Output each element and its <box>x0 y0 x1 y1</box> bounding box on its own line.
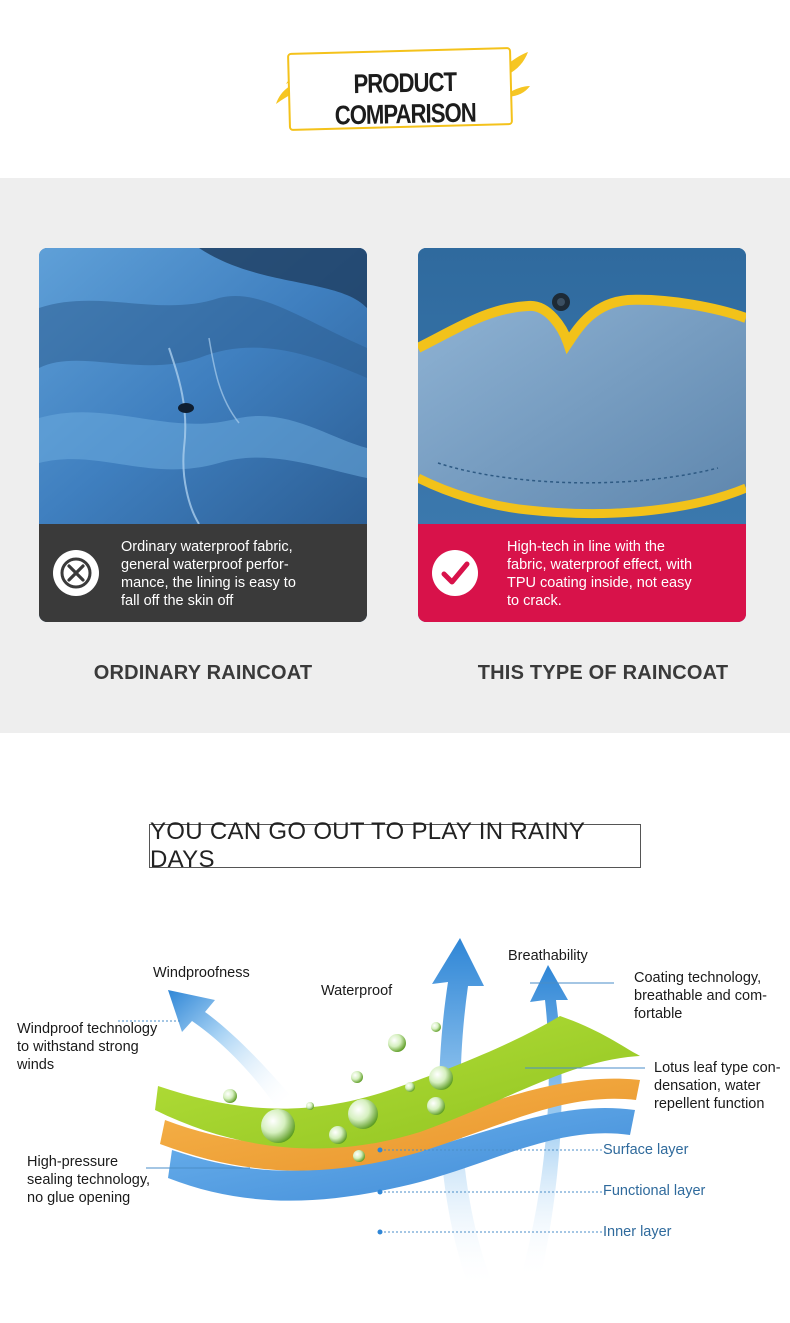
functional-layer-label: Functional layer <box>603 1183 706 1199</box>
check-icon <box>432 550 478 596</box>
this-raincoat-caption-bar <box>418 524 746 622</box>
this-raincoat-label: THIS TYPE OF RAINCOAT <box>477 662 729 684</box>
ordinary-fabric-photo <box>39 248 367 524</box>
windproof-technology-note: Windproof technology to withstand strong winds <box>17 1021 158 1073</box>
this-raincoat-card <box>418 248 746 622</box>
windproofness-label: Windproofness <box>153 965 250 981</box>
ordinary-raincoat-label: ORDINARY RAINCOAT <box>93 662 313 684</box>
ordinary-raincoat-card <box>39 248 367 622</box>
comparison-section <box>0 178 790 733</box>
inner-layer-label: Inner layer <box>603 1224 672 1240</box>
windproof-arrow <box>168 990 290 1105</box>
ordinary-caption-bar <box>39 524 367 622</box>
header-banner <box>0 0 790 178</box>
page-title: PRODUCT COMPARISON <box>334 66 476 131</box>
coating-technology-note: Coating technology, breathable and com- fortable <box>634 970 767 1022</box>
sealing-technology-note: High-pressure sealing technology, no glue opening <box>27 1154 151 1206</box>
ordinary-caption-text: Ordinary waterproof fabric, general waterproof perfor- mance, the lining is easy to fall off the skin off <box>121 539 296 609</box>
waterproof-label: Waterproof <box>321 983 393 999</box>
tpu-fabric-photo <box>418 248 746 524</box>
this-raincoat-caption-text: High-tech in line with the fabric, waterproof effect, with TPU coating inside, not easy to crack. <box>507 539 693 609</box>
breathability-label: Breathability <box>508 948 588 964</box>
close-icon <box>53 550 99 596</box>
rainy-days-title: YOU CAN GO OUT TO PLAY IN RAINY DAYS <box>149 824 641 868</box>
lotus-leaf-note: Lotus leaf type con- densation, water repellent function <box>654 1060 781 1112</box>
surface-layer-label: Surface layer <box>603 1142 689 1158</box>
fabric-layers-diagram <box>0 920 790 1323</box>
